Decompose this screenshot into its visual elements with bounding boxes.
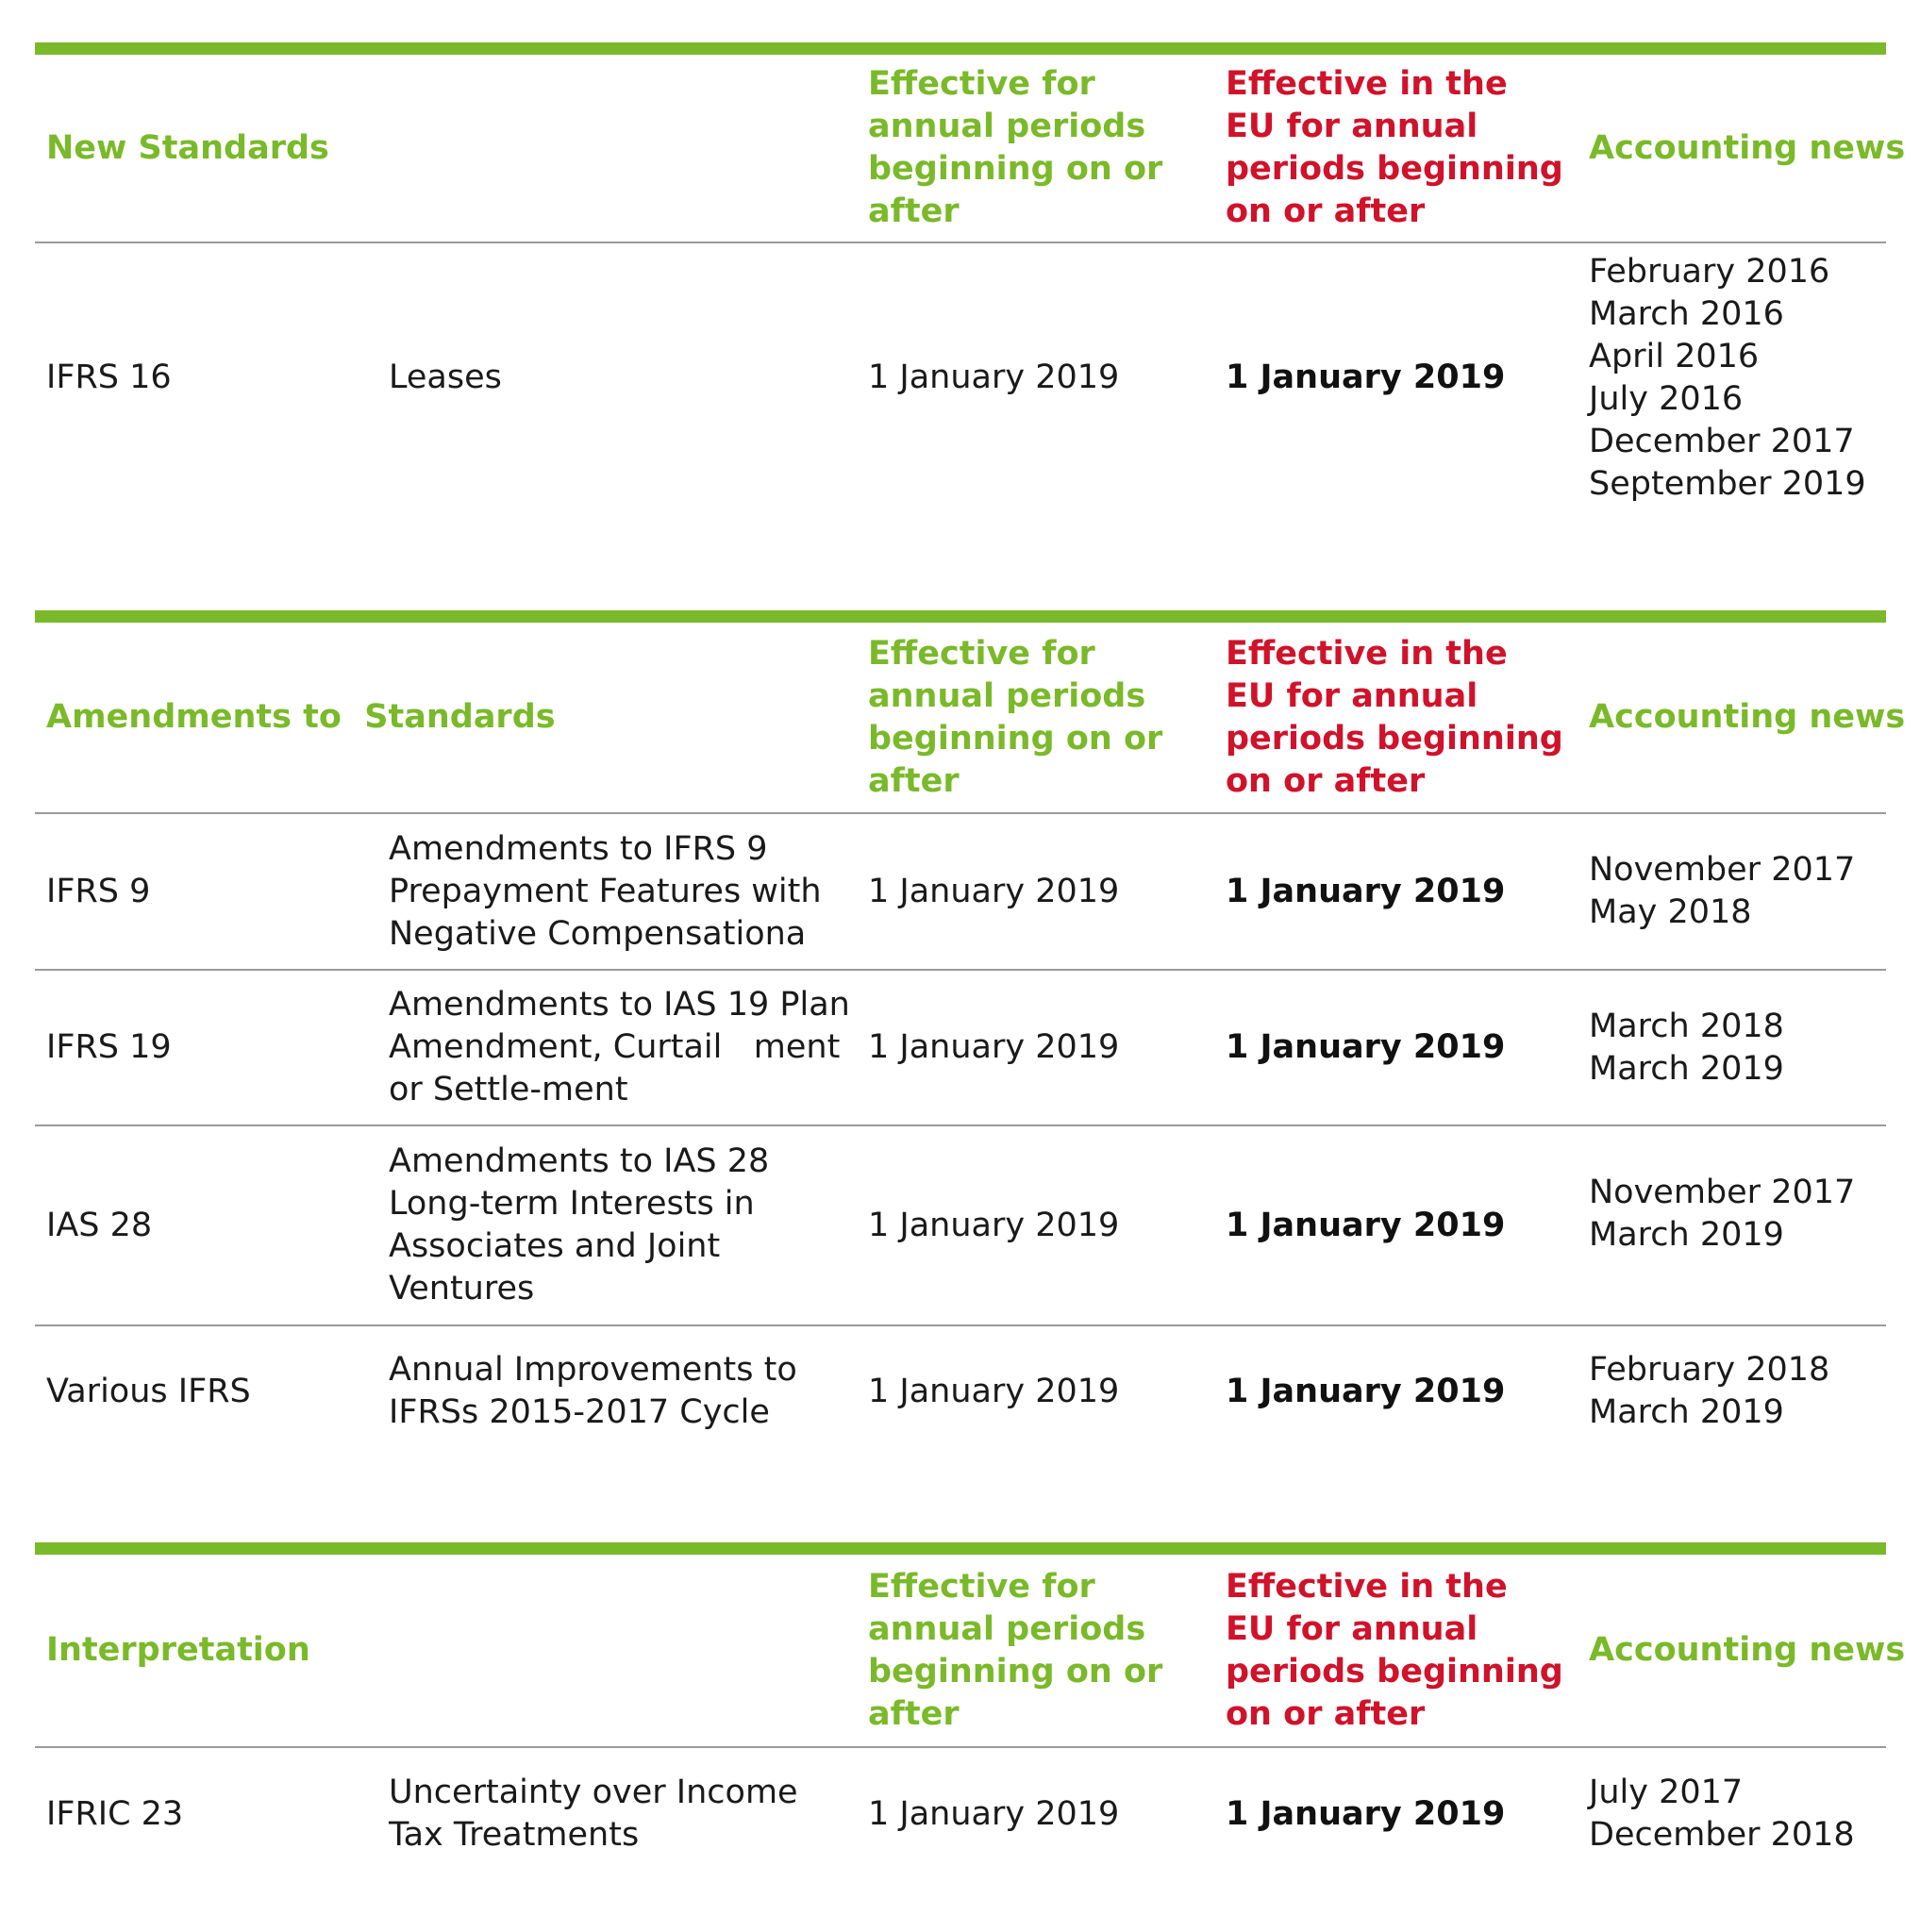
header-effective-eu: Effective in the EU for annual periods beginning on or after: [1226, 65, 1563, 230]
table-header: [35, 1555, 1906, 1748]
section-new-standards: [35, 42, 1906, 514]
accounting-news: February 2018 March 2019: [1589, 1351, 1830, 1431]
standard-description: Annual Improvements to IFRSs 2015-2017 Cycle: [389, 1351, 797, 1431]
table-row: [35, 243, 1886, 512]
section-title: New Standards: [46, 128, 329, 167]
header-accounting-news: Accounting news: [1589, 1631, 1906, 1669]
effective-eu-date: 1 January 2019: [1226, 1028, 1506, 1066]
section-top-bar: [35, 42, 1886, 55]
header-effective: Effective for annual periods beginning on or after: [868, 634, 1163, 800]
section-top-bar: [35, 610, 1886, 623]
table-row: [35, 1326, 1886, 1457]
accounting-news: July 2017 December 2018: [1589, 1774, 1855, 1854]
table-row: [35, 971, 1886, 1126]
header-accounting-news: Accounting news: [1589, 128, 1906, 167]
standard-code: IFRS 16: [46, 358, 172, 396]
accounting-news: February 2016 March 2016 April 2016 July 2016 December 2017 September 2019: [1589, 252, 1866, 503]
standard-code: Various IFRS: [46, 1372, 251, 1410]
effective-eu-date: 1 January 2019: [1226, 1206, 1506, 1244]
effective-eu-date: 1 January 2019: [1226, 1794, 1506, 1833]
standard-description: Amendments to IFRS 9 Prepayment Features with Negative Compensationa: [389, 829, 822, 953]
standard-code: IFRIC 23: [46, 1794, 184, 1833]
standard-description: Uncertainty over Income Tax Treatments: [389, 1774, 798, 1854]
standard-code: IFRS 9: [46, 872, 151, 910]
section-top-bar: [35, 1542, 1886, 1555]
standard-code: IAS 28: [46, 1206, 153, 1244]
section-amendments: [35, 610, 1906, 1459]
table-row: [35, 1126, 1886, 1326]
standard-description: Leases: [389, 358, 502, 396]
effective-eu-date: 1 January 2019: [1226, 872, 1506, 910]
table-header: [35, 55, 1906, 243]
effective-date: 1 January 2019: [868, 1206, 1120, 1244]
effective-eu-date: 1 January 2019: [1226, 1372, 1506, 1410]
table-row: [35, 814, 1886, 971]
section-interpretation: [35, 1542, 1906, 1901]
effective-eu-date: 1 January 2019: [1226, 358, 1506, 396]
section-title: Amendments to Standards: [46, 698, 556, 736]
section-title: Interpretation: [46, 1631, 310, 1669]
accounting-news: November 2017 May 2018: [1589, 851, 1856, 931]
table-row: [35, 1748, 1886, 1880]
header-effective: Effective for annual periods beginning on or after: [868, 65, 1163, 230]
standard-description: Amendments to IAS 19 Plan Amendment, Curtail ment or Settle-ment: [389, 986, 850, 1108]
effective-date: 1 January 2019: [868, 1028, 1120, 1066]
effective-date: 1 January 2019: [868, 872, 1120, 910]
accounting-news: March 2018 March 2019: [1589, 1007, 1784, 1088]
header-effective-eu: Effective in the EU for annual periods beginning on or after: [1226, 1567, 1563, 1733]
standard-code: IFRS 19: [46, 1028, 172, 1066]
header-accounting-news: Accounting news: [1589, 698, 1906, 736]
table-header: [35, 623, 1906, 814]
effective-date: 1 January 2019: [868, 1794, 1120, 1833]
accounting-news: November 2017 March 2019: [1589, 1174, 1856, 1254]
header-effective: Effective for annual periods beginning on or after: [868, 1567, 1163, 1733]
standard-description: Amendments to IAS 28 Long-term Interests in Associates and Joint Ventures: [389, 1142, 770, 1307]
effective-date: 1 January 2019: [868, 1372, 1120, 1410]
header-effective-eu: Effective in the EU for annual periods beginning on or after: [1226, 634, 1563, 800]
effective-date: 1 January 2019: [868, 358, 1120, 396]
